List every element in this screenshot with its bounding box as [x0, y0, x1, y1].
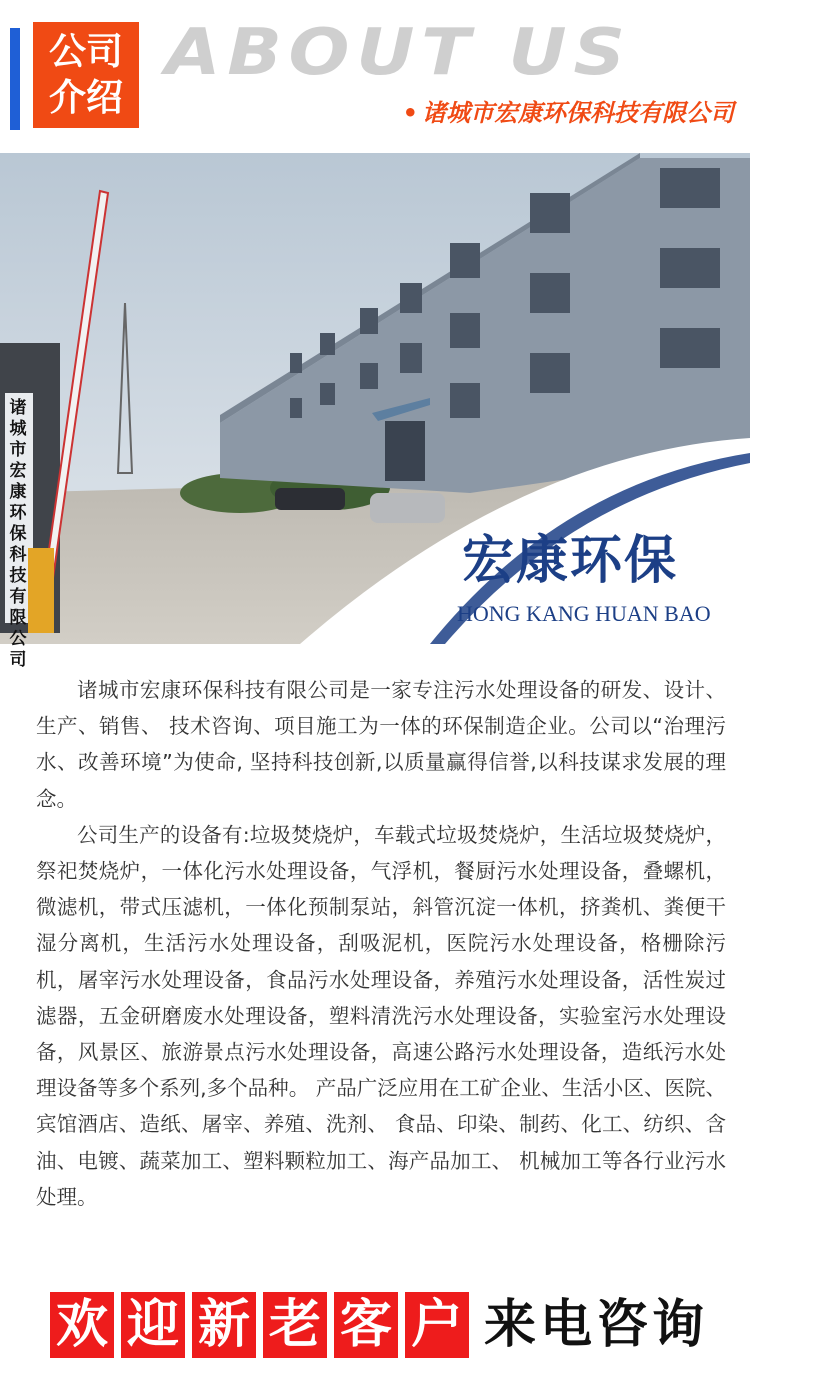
sign-text: 诸城市宏康环保科技有限公司: [9, 398, 27, 670]
cta-char-4: 老: [263, 1292, 327, 1358]
intro-paragraph-2: 公司生产的设备有:垃圾焚烧炉，车载式垃圾焚烧炉，生活垃圾焚烧炉，祭祀焚烧炉，一体化污水处理设备，气浮机，餐厨污水处理设备，叠螺机，微滤机，带式压滤机，一体化预制泵站，斜管沉淀一体机，挤粪机、粪便干湿分离机，生活污水处理设备，刮吸泥机，医院污水处理设备，格栅除污机，屠宰污水处理设备，食品污水处理设备，养殖污水处理设备，活性炭过滤器，五金研磨废水处理设备，塑料清洗污水处理设备，实验室污水处理设备，风景区、旅游景点污水处理设备，高速公路污水处理设备，造纸污水处理设备等多个系列,多个品种。 产品广泛应用在工矿企业、生活小区、医院、宾馆酒店、造纸、屠宰、养殖、洗剂、 食品、印染、制药、化工、纺织、含油、电镀、蔬菜加工、塑料颗粒加工、海产品加工、 机械加工等各行业污水处理。: [36, 822, 726, 1209]
contact-banner: [50, 1288, 708, 1362]
company-name-line: [403, 96, 734, 130]
cta-char-2: 迎: [121, 1292, 185, 1358]
cta-char-6: 户: [405, 1292, 469, 1358]
cta-char-1: 欢: [50, 1292, 114, 1358]
call-consult-text: 来电咨询: [484, 1295, 709, 1355]
page-header: [0, 0, 750, 150]
bullet-icon: •: [402, 99, 418, 127]
section-label: [33, 22, 139, 128]
cta-char-3: 新: [192, 1292, 256, 1358]
accent-bar: [10, 28, 20, 130]
brand-name-en: HONG KANG HUAN BAO: [457, 601, 711, 626]
company-name: 诸城市宏康环保科技有限公司: [422, 99, 734, 127]
brand-name-cn: 宏康环保: [462, 530, 679, 591]
about-us-heading: ABOUT US: [165, 16, 632, 90]
cta-char-5: 客: [334, 1292, 398, 1358]
intro-paragraph-1: 诸城市宏康环保科技有限公司是一家专注污水处理设备的研发、设计、生产、销售、 技术咨询、项目施工为一体的环保制造企业。公司以“治理污水、改善环境”为使命, 坚持科技创新,以质量赢得信誉,以科技谋求发展的理念。: [36, 678, 726, 811]
company-introduction: [36, 672, 726, 1215]
section-label-text: 公司介绍: [49, 30, 123, 119]
